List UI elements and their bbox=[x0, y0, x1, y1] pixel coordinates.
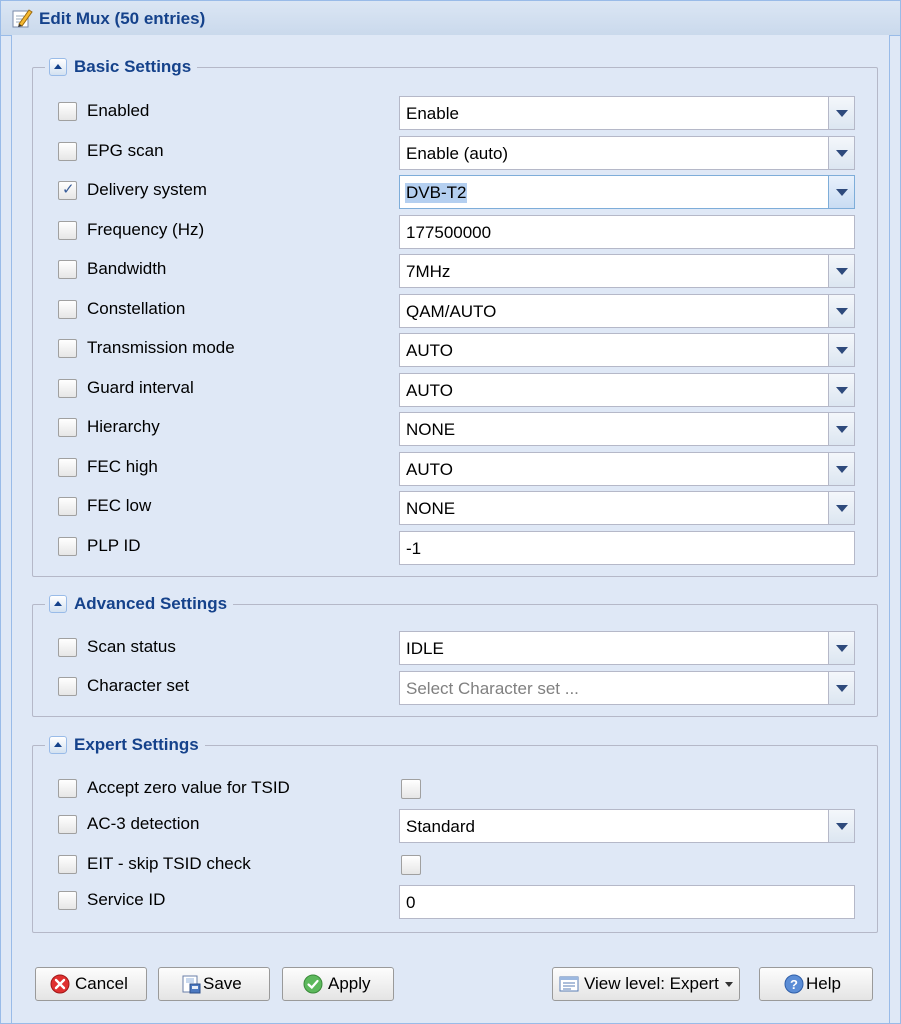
form-body bbox=[11, 35, 890, 1023]
cancel-label: Cancel bbox=[75, 974, 128, 993]
basic-settings-fieldset bbox=[32, 57, 878, 577]
scan-status-combo[interactable] bbox=[399, 631, 855, 665]
fec-low-override-checkbox[interactable] bbox=[58, 497, 77, 516]
field-row-bandwidth bbox=[33, 253, 879, 289]
chevron-down-icon[interactable] bbox=[828, 452, 855, 486]
collapse-toggle-icon[interactable] bbox=[49, 58, 67, 76]
eit-skip-tsid-override-checkbox[interactable] bbox=[58, 855, 77, 874]
field-value: 0 bbox=[406, 893, 416, 912]
chevron-down-icon[interactable] bbox=[828, 96, 855, 130]
delivery-system-combo[interactable] bbox=[399, 175, 855, 209]
field-label: Constellation bbox=[87, 299, 186, 318]
cancel-icon bbox=[50, 974, 70, 994]
save-icon bbox=[181, 974, 201, 994]
chevron-down-icon[interactable] bbox=[828, 491, 855, 525]
field-value: NONE bbox=[406, 420, 456, 439]
advanced-settings-title: Advanced Settings bbox=[74, 594, 228, 613]
field-value: 7MHz bbox=[406, 262, 451, 281]
collapse-toggle-icon[interactable] bbox=[49, 595, 67, 613]
service-id-override-checkbox[interactable] bbox=[58, 891, 77, 910]
field-label: Frequency (Hz) bbox=[87, 220, 205, 239]
bandwidth-override-checkbox[interactable] bbox=[58, 260, 77, 279]
character-set-override-checkbox[interactable] bbox=[58, 677, 77, 696]
field-row-frequency bbox=[33, 214, 879, 250]
hierarchy-override-checkbox[interactable] bbox=[58, 418, 77, 437]
field-row-transmission-mode bbox=[33, 332, 879, 368]
cancel-button[interactable] bbox=[35, 967, 147, 1001]
collapse-toggle-icon[interactable] bbox=[49, 736, 67, 754]
plp-id-override-checkbox[interactable] bbox=[58, 537, 77, 556]
expert-settings-fieldset bbox=[32, 735, 878, 933]
field-row-constellation bbox=[33, 293, 879, 329]
field-row-eit-skip-tsid bbox=[33, 846, 879, 882]
field-label: EIT - skip TSID check bbox=[87, 854, 251, 873]
fec-low-combo[interactable] bbox=[399, 491, 855, 525]
expert-settings-legend bbox=[45, 733, 205, 757]
transmission-mode-override-checkbox[interactable] bbox=[58, 339, 77, 358]
field-label: FEC low bbox=[87, 496, 152, 515]
guard-interval-override-checkbox[interactable] bbox=[58, 379, 77, 398]
field-value: -1 bbox=[406, 539, 422, 558]
field-label: Character set bbox=[87, 676, 190, 695]
service-id-input[interactable] bbox=[399, 885, 855, 919]
field-row-hierarchy bbox=[33, 411, 879, 447]
field-row-ac3-detection bbox=[33, 808, 879, 844]
field-label: AC-3 detection bbox=[87, 814, 200, 833]
transmission-mode-combo[interactable] bbox=[399, 333, 855, 367]
delivery-system-override-checkbox[interactable] bbox=[58, 181, 77, 200]
save-button[interactable] bbox=[158, 967, 270, 1001]
field-label: Delivery system bbox=[87, 180, 207, 199]
field-label: Hierarchy bbox=[87, 417, 160, 436]
chevron-down-icon[interactable] bbox=[828, 373, 855, 407]
field-row-delivery-system bbox=[33, 174, 879, 210]
field-row-fec-low bbox=[33, 490, 879, 526]
bandwidth-combo[interactable] bbox=[399, 254, 855, 288]
edit-pencil-icon bbox=[11, 7, 33, 29]
constellation-override-checkbox[interactable] bbox=[58, 300, 77, 319]
field-label: Enabled bbox=[87, 101, 150, 120]
accept-zero-tsid-checkbox[interactable] bbox=[401, 779, 421, 799]
chevron-down-icon[interactable] bbox=[828, 294, 855, 328]
chevron-down-icon[interactable] bbox=[828, 136, 855, 170]
field-row-fec-high bbox=[33, 451, 879, 487]
field-label: Service ID bbox=[87, 890, 166, 909]
fec-high-override-checkbox[interactable] bbox=[58, 458, 77, 477]
field-value: AUTO bbox=[406, 381, 453, 400]
field-value: Enable (auto) bbox=[406, 144, 509, 163]
view-level-list-icon bbox=[559, 974, 579, 994]
enabled-combo[interactable] bbox=[399, 96, 855, 130]
help-icon bbox=[784, 974, 804, 994]
window-title: Edit Mux (50 entries) bbox=[39, 9, 206, 28]
chevron-down-icon[interactable] bbox=[828, 254, 855, 288]
save-label: Save bbox=[203, 974, 242, 993]
help-button[interactable] bbox=[759, 967, 873, 1001]
view-level-button[interactable] bbox=[552, 967, 740, 1001]
field-row-epg-scan bbox=[33, 135, 879, 171]
apply-check-icon bbox=[303, 974, 323, 994]
field-row-plp-id bbox=[33, 530, 879, 566]
field-row-character-set bbox=[33, 670, 879, 706]
field-row-accept-zero-tsid bbox=[33, 770, 879, 806]
apply-label: Apply bbox=[328, 974, 371, 993]
plp-id-input[interactable] bbox=[399, 531, 855, 565]
epg-scan-combo[interactable] bbox=[399, 136, 855, 170]
basic-settings-title: Basic Settings bbox=[74, 57, 192, 76]
field-label: EPG scan bbox=[87, 141, 164, 160]
character-set-combo[interactable] bbox=[399, 671, 855, 705]
field-value: Standard bbox=[406, 817, 475, 836]
field-row-enabled bbox=[33, 95, 879, 131]
field-value: 177500000 bbox=[406, 223, 492, 242]
dropdown-caret-icon bbox=[725, 982, 733, 987]
view-level-label: View level: Expert bbox=[584, 974, 719, 993]
eit-skip-tsid-checkbox[interactable] bbox=[401, 855, 421, 875]
chevron-down-icon[interactable] bbox=[828, 809, 855, 843]
chevron-down-icon[interactable] bbox=[828, 671, 855, 705]
window-titlebar bbox=[1, 1, 900, 36]
help-label: Help bbox=[806, 974, 841, 993]
field-value: IDLE bbox=[406, 639, 444, 658]
epg-scan-override-checkbox[interactable] bbox=[58, 142, 77, 161]
field-row-scan-status bbox=[33, 630, 879, 666]
field-label: Accept zero value for TSID bbox=[87, 778, 290, 797]
constellation-combo[interactable] bbox=[399, 294, 855, 328]
fec-high-combo[interactable] bbox=[399, 452, 855, 486]
apply-button[interactable] bbox=[282, 967, 394, 1001]
field-label: PLP ID bbox=[87, 536, 141, 555]
field-value: NONE bbox=[406, 499, 456, 518]
field-label: Transmission mode bbox=[87, 338, 235, 357]
field-value: QAM/AUTO bbox=[406, 302, 497, 321]
chevron-down-icon[interactable] bbox=[828, 412, 855, 446]
enabled-override-checkbox[interactable] bbox=[58, 102, 77, 121]
field-row-guard-interval bbox=[33, 372, 879, 408]
hierarchy-combo[interactable] bbox=[399, 412, 855, 446]
frequency-input[interactable] bbox=[399, 215, 855, 249]
guard-interval-combo[interactable] bbox=[399, 373, 855, 407]
svg-text:?: ? bbox=[790, 977, 798, 992]
field-placeholder: Select Character set ... bbox=[406, 679, 579, 698]
advanced-settings-fieldset bbox=[32, 594, 878, 717]
field-row-service-id bbox=[33, 884, 879, 920]
field-value: AUTO bbox=[406, 341, 453, 360]
expert-settings-title: Expert Settings bbox=[74, 735, 199, 754]
chevron-down-icon[interactable] bbox=[828, 175, 855, 209]
ac3-detection-override-checkbox[interactable] bbox=[58, 815, 77, 834]
field-value: Enable bbox=[406, 104, 459, 123]
accept-zero-tsid-override-checkbox[interactable] bbox=[58, 779, 77, 798]
field-label: Guard interval bbox=[87, 378, 194, 397]
scan-status-override-checkbox[interactable] bbox=[58, 638, 77, 657]
chevron-down-icon[interactable] bbox=[828, 631, 855, 665]
field-value: AUTO bbox=[406, 460, 453, 479]
frequency-override-checkbox[interactable] bbox=[58, 221, 77, 240]
ac3-detection-combo[interactable] bbox=[399, 809, 855, 843]
field-value: DVB-T2 bbox=[406, 183, 467, 202]
field-label: FEC high bbox=[87, 457, 158, 476]
chevron-down-icon[interactable] bbox=[828, 333, 855, 367]
field-label: Bandwidth bbox=[87, 259, 167, 278]
field-label: Scan status bbox=[87, 637, 176, 656]
basic-settings-legend bbox=[45, 55, 197, 79]
advanced-settings-legend bbox=[45, 592, 233, 616]
